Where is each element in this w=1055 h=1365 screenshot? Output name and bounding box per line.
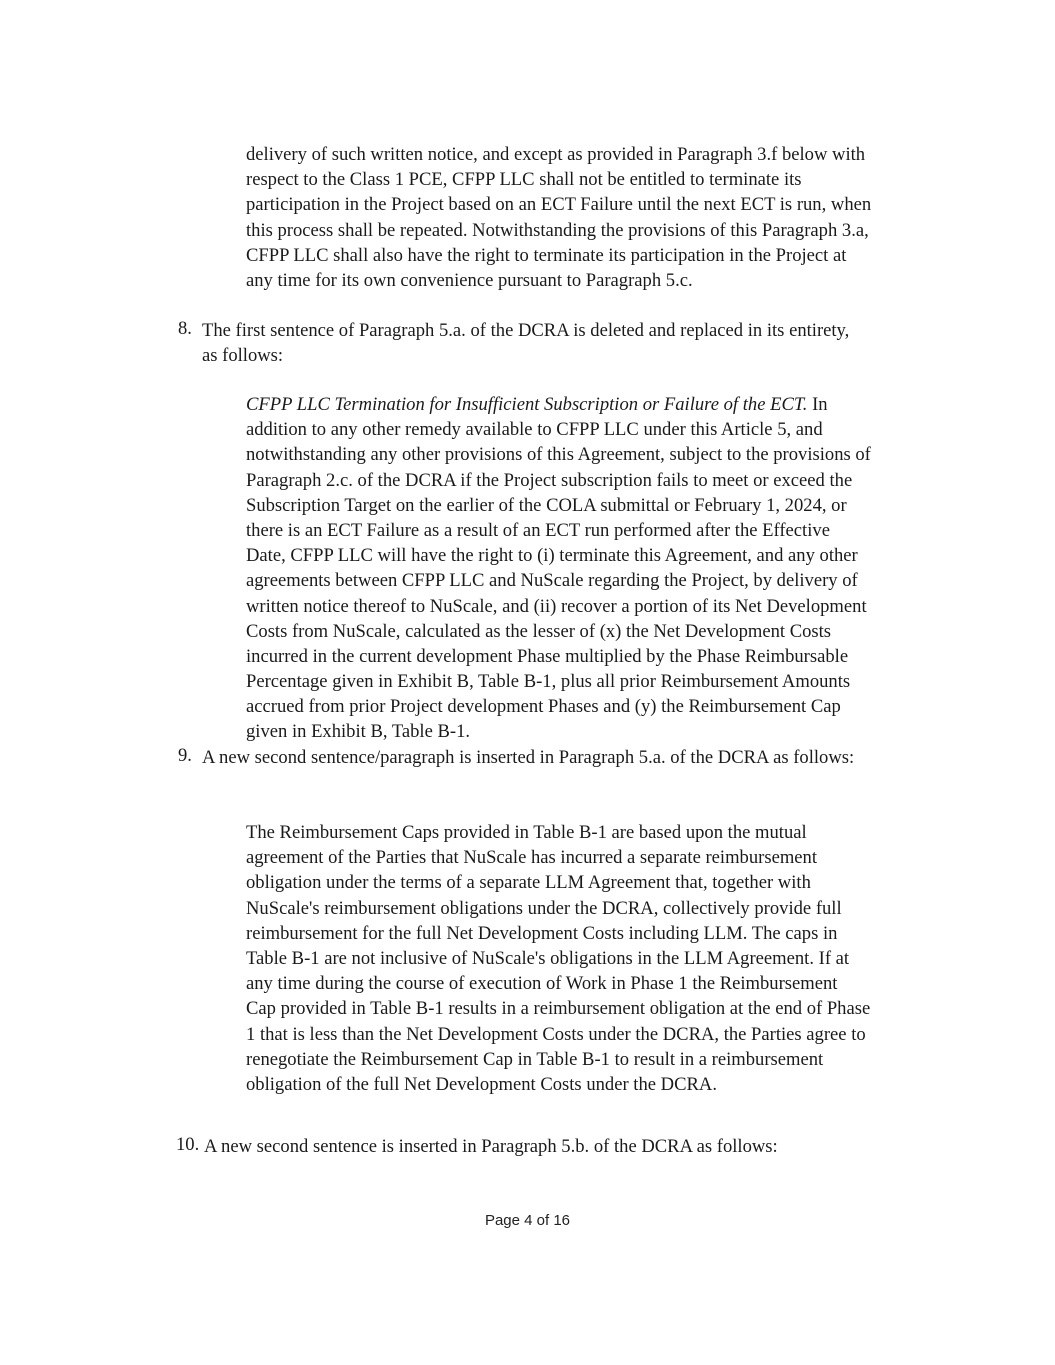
quoted-paragraph-9: [246, 820, 870, 1097]
text-line: as follows:: [202, 345, 284, 367]
text-line: reimbursement for the full Net Development Costs including LLM. The caps in: [246, 922, 838, 944]
text-line: incurred in the current development Phase multiplied by the Phase Reimbursable: [246, 645, 849, 667]
continuation-paragraph: [246, 142, 871, 293]
text-line: given in Exhibit B, Table B-1.: [246, 721, 471, 743]
text-line: obligation of the full Net Development Costs under the DCRA.: [246, 1073, 717, 1095]
text-line: Table B-1 are not inclusive of NuScale's obligations in the LLM Agreement. If at: [246, 947, 850, 969]
text-line: any time during the course of execution of Work in Phase 1 the Reimbursement: [246, 973, 838, 995]
text-line: Percentage given in Exhibit B, Table B-1, plus all prior Reimbursement Amounts: [246, 671, 851, 693]
text-line: delivery of such written notice, and except as provided in Paragraph 3.f below with: [246, 144, 866, 165]
list-item-9: [178, 745, 854, 770]
text-line: written notice thereof to NuScale, and (ii) recover a portion of its Net Development: [246, 595, 867, 617]
item-number: 10.: [176, 1134, 200, 1155]
item-number: 9.: [178, 745, 192, 766]
text-line: any time for its own convenience pursuant to Paragraph 5.c.: [246, 269, 693, 291]
text-line: The first sentence of Paragraph 5.a. of the DCRA is deleted and replaced in its entirety,: [202, 320, 850, 341]
text-line: A new second sentence/paragraph is inserted in Paragraph 5.a. of the DCRA as follows:: [202, 747, 855, 768]
text-line: Subscription Target on the earlier of the COLA submittal or February 1, 2024, or: [246, 494, 847, 516]
quoted-paragraph-8: [246, 392, 871, 745]
item-number: 8.: [178, 318, 192, 339]
text-line: 1 that is less than the Net Development Costs under the DCRA, the Parties agree to: [246, 1023, 866, 1045]
text-fragment: In: [807, 394, 828, 415]
text-line: agreement of the Parties that NuScale has incurred a separate reimbursement: [246, 847, 818, 869]
text-line: notwithstanding any other provisions of this Agreement, subject to the provisions of: [246, 444, 871, 466]
text-line: CFPP LLC shall also have the right to terminate its participation in the Project at: [246, 244, 847, 266]
text-line: Date, CFPP LLC will have the right to (i) terminate this Agreement, and any other: [246, 545, 858, 567]
text-line: accrued from prior Project development Phases and (y) the Reimbursement Cap: [246, 696, 841, 718]
page-number: Page 4 of 16: [484, 1212, 571, 1229]
text-line: this process shall be repeated. Notwithstanding the provisions of this Paragraph 3.a,: [246, 219, 869, 241]
text-line: participation in the Project based on an ECT Failure until the next ECT is run, when: [246, 194, 872, 216]
text-line: Costs from NuScale, calculated as the lesser of (x) the Net Development Costs: [246, 620, 832, 642]
list-item-10: [176, 1134, 778, 1159]
text-line: NuScale's reimbursement obligations under the DCRA, collectively provide full: [246, 897, 842, 919]
text-line: there is an ECT Failure as a result of an ECT run performed after the Effective: [246, 519, 830, 541]
text-line: respect to the Class 1 PCE, CFPP LLC shall not be entitled to terminate its: [246, 169, 802, 191]
text-line: addition to any other remedy available to CFPP LLC under this Article 5, and: [246, 419, 823, 441]
text-line: The Reimbursement Caps provided in Table B-1 are based upon the mutual: [246, 822, 807, 843]
text-line: agreements between CFPP LLC and NuScale regarding the Project, by delivery of: [246, 570, 858, 592]
text-line: Paragraph 2.c. of the DCRA if the Project subscription fails to meet or exceed the: [246, 469, 853, 491]
text-line: renegotiate the Reimbursement Cap in Table B-1 to result in a reimbursement: [246, 1048, 824, 1070]
list-item-8: [178, 318, 849, 368]
quote-heading: CFPP LLC Termination for Insufficient Subscription or Failure of the ECT.: [246, 394, 808, 415]
text-line: Cap provided in Table B-1 results in a reimbursement obligation at the end of Phase: [246, 998, 871, 1020]
text-line: A new second sentence is inserted in Paragraph 5.b. of the DCRA as follows:: [204, 1136, 778, 1157]
text-line: obligation under the terms of a separate LLM Agreement that, together with: [246, 872, 811, 894]
